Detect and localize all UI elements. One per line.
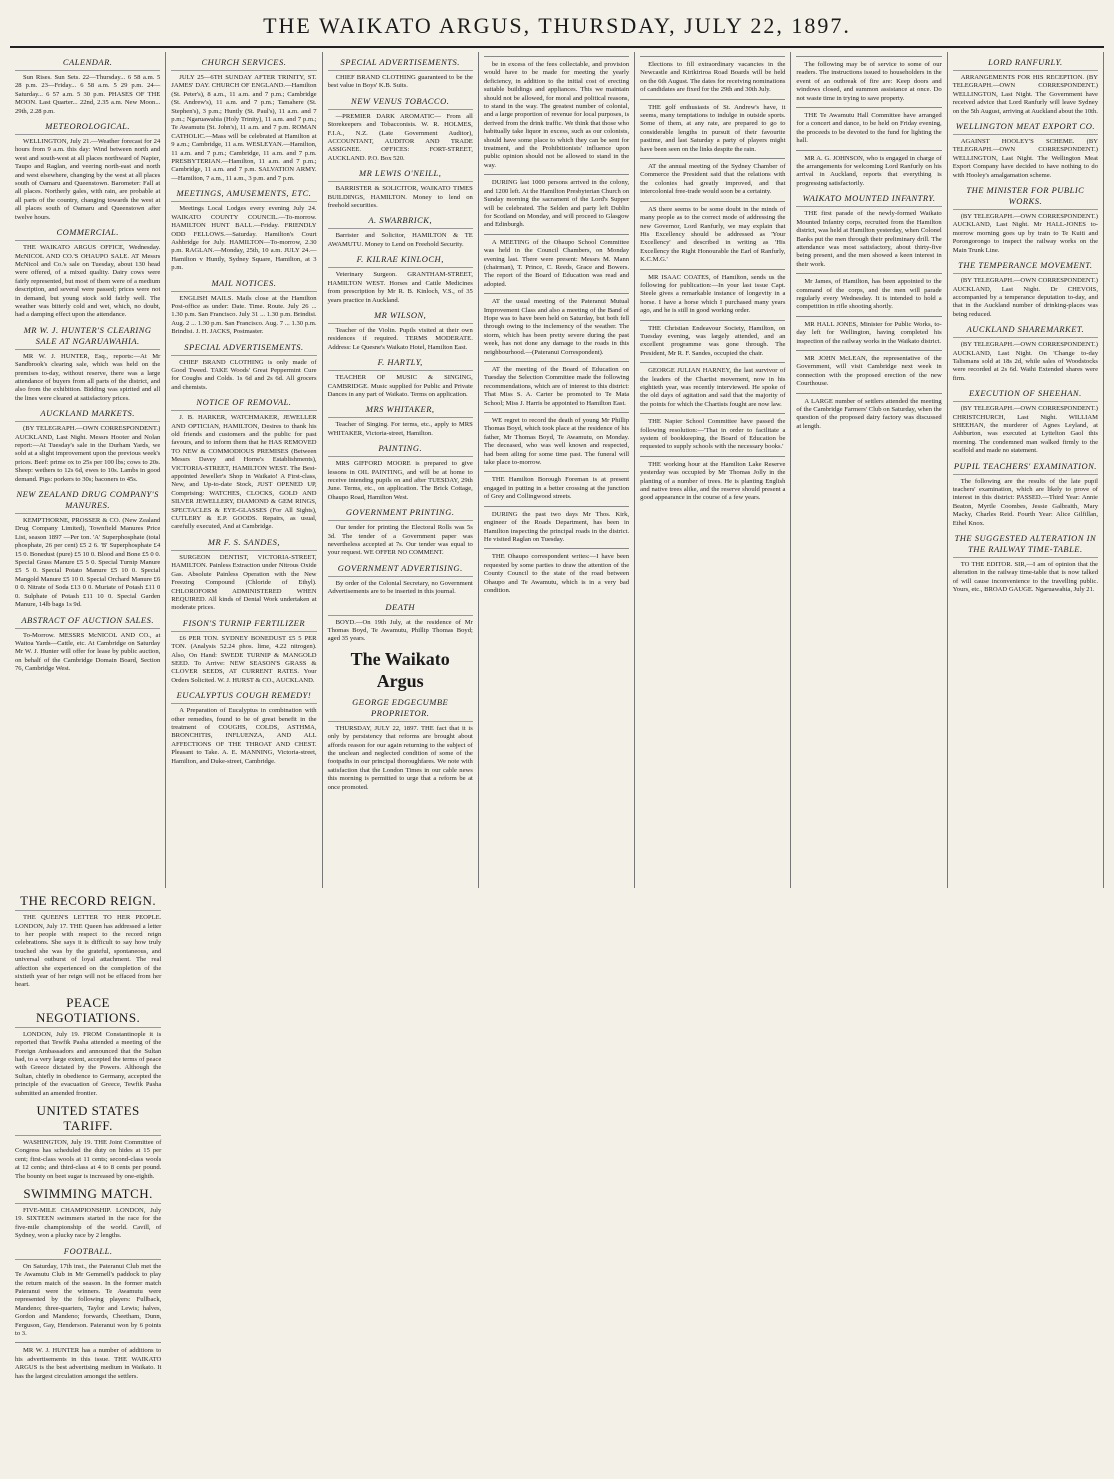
divider <box>484 56 629 57</box>
section-heading: MR LEWIS O'NEILL, <box>328 168 473 182</box>
article-text: A Preparation of Eucalyptus in combination with other remedies, found to be of great benefit in the treatment of COUGHS, COLDS, ASTHMA, BRONCHITIS, INFLUENZA, AND ALL AFFECTIONS OF THE THROAT AND CHEST. Pleasant to Take. A. E. MANNING, Victoria-street, Hamilton, and Duke-street, Cambridge. <box>171 707 317 765</box>
divider <box>796 350 941 351</box>
article-text: CHIEF BRAND CLOTHING is only made of Good Tweed. TAKE Woods' Great Peppermint Cure for Coughs and Colds. 1s 6d and 2s 6d. All grocers and chemists. <box>171 358 317 391</box>
section-heading: LORD RANFURLY. <box>953 57 1098 71</box>
article-text: The following are the results of the late pupil teachers' examination, which are likely to prove of interest in this district: PASSED.—Third Year: Annie Beaton, Myrtle Coombes, Jessie Galbraith, Mary Macky, Charles Reid. Fourth Year: Alice Gilfillan, Ethel Knox. <box>952 477 1098 527</box>
divider <box>484 506 629 507</box>
divider <box>796 150 941 151</box>
article-text: J. B. HARKER, WATCHMAKER, JEWELLER AND OPTICIAN, HAMILTON, Desires to thank his old friends and customers and the public for past favours, and to inform them that he HAS REMOVED TO NEW & COMMODIOUS PREMISES (Between Messrs Davey and Horne's Establishments), VICTORIA-STREET, HAMILTON WEST. The Best-appointed Jeweller's Shop in Waikato! A First-class, New, and Up-to-date Stock, JUST OPENED UP, Comprising: WATCHES, CLOCKS, GOLD AND SILVER JEWELLERY, DIAMOND & GEM RINGS, SPECTACLES & EYE-GLASSES (For All Sights), CUTLERY & E.P. GOODS. Repairs, as usual, carefully executed, And at Cambridge. <box>171 414 317 531</box>
section-heading: CHURCH SERVICES. <box>171 57 316 71</box>
divider <box>484 548 629 549</box>
article-text: AS there seems to be some doubt in the minds of many people as to the correct mode of addressing the new Governor, Lord Ranfurly, we may explain that His Excellency should be addressed as 'Your Excellency' and described in writing as 'His Excellency the Right Honourable the Earl of Ranfurly, K.C.M.G.' <box>640 205 786 264</box>
article-text: AGAINST HOOLEY'S SCHEME. (BY TELEGRAPH.—OWN CORRESPONDENT.) WELLINGTON, Last Night. The Wellington Meat Export Company have decided to have nothing to do with Hooley's amalgamation scheme. <box>952 138 1098 179</box>
article-text: (BY TELEGRAPH.—OWN CORRESPONDENT.) AUCKLAND, Last Night. Messrs Hooter and Nolan report:—At Tuesday's sale in the Durham Yards, we sold at a slight improvement upon the previous week's prices. Beef: prime ox to 25s per 100 lbs; cows to 20s. Sheep: wethers to 12s 6d, ewes to 10s. Lambs in good demand. Pigs: porkers to 30s; baconers to 45s. <box>15 425 161 483</box>
divider <box>484 471 629 472</box>
article-text: (BY TELEGRAPH.—OWN CORRESPONDENT.) CHRISTCHURCH, Last Night. WILLIAM SHEEHAN, the murderer of Agnes Leyland, at Ashburton, was executed at Lyttelton Gaol this morning. The condemned man walked firmly to the scaffold and made no statement. <box>952 405 1098 455</box>
section-heading: THE RECORD REIGN. <box>15 893 161 911</box>
article-text: Our tender for printing the Electoral Rolls was 5s 3d. The tender of a Government paper was nevertheless accepted at 7s. Our tender was equal to your request. WE OFFER NO COMMENT. <box>327 524 473 557</box>
article-text: £6 PER TON. SYDNEY BONEDUST £5 5 PER TON. (Analysis 52.24 phos. lime, 4.22 nitrogen). Also, On Hand: SWEDE TURNIP & MANGOLD SEED. To Arrive: NEW SEASON'S GRASS & CLOVER SEEDS, AT CURRENT RATES. Your Orders Solicited. W. J. HURST & CO., AUCKLAND. <box>171 634 317 684</box>
section-heading: CALENDAR. <box>15 57 160 71</box>
section-heading: F. HARTLY, <box>328 357 473 371</box>
article-text: MR ISAAC COATES, of Hamilton, sends us the following for publication:—In your last issue Capt. Steele gives a remarkable instance of longevity in a horse. I have a horse which I purchased many years ago, and he is still in good working order. <box>640 273 786 315</box>
section-heading: MEETINGS, AMUSEMENTS, ETC. <box>171 188 316 202</box>
section-heading: NEW VENUS TOBACCO. <box>328 96 473 110</box>
section-heading: METEOROLOGICAL. <box>15 121 160 135</box>
article-text: MR JOHN McLEAN, the representative of the Government, will visit Cambridge next week in connection with the proposed erection of the new Courthouse. <box>796 354 942 388</box>
article-text: MR W. J. HUNTER, Esq., reports:—At Mr Sandbrook's clearing sale, which was held on the premises to-day, without reserve, there was a large attendance of buyers from all parts of the district, and also from the exhibition. Bidding was spirited and all the lines were cleared at satisfactory prices. <box>15 352 161 402</box>
section-heading: PUPIL TEACHERS' EXAMINATION. <box>953 461 1098 475</box>
section-heading: PEACE NEGOTIATIONS. <box>15 995 161 1028</box>
section-heading: F. KILRAE KINLOCH, <box>328 254 473 268</box>
article-text: MR HALL JONES, Minister for Public Works, to-day left for Wellington, having completed his inspection of the railway works in the Waikato district. <box>796 320 942 345</box>
column-2 <box>166 52 322 888</box>
divider <box>640 413 785 414</box>
article-text: MRS GIFFORD MOORE is prepared to give lessons in OIL PAINTING, and will be at home to receive intending pupils on and after TUESDAY, 29th June. Terms, etc., on application. The Brick Cottage, Ohaupo Road, Hamilton West. <box>327 460 473 501</box>
article-text: On Saturday, 17th inst., the Pateranui Club met the Te Awamutu Club in Mr Gemmell's paddock to play the return match of the season. In the former match Pateranui were the winners. Te Awamutu were represented by the following players: Fullback, Mandeno; three-quarters, Taylor and Lewis; halves, Gordon and Mandeno; forwards, Cheetham, Dunn, Ferguson, Gay, Henderson. Pateranui won by 6 points to 3. <box>15 1262 162 1337</box>
article-text: The following may be of service to some of our readers. The instructions issued to householders in the event of an outbreak of fire are: Keep doors and windows closed, and summon assistance at once. Do not waste time in trying to save property. <box>796 61 942 102</box>
article-text: WASHINGTON, July 19. THE Joint Committee of Congress has scheduled the duty on hides at 15 per cent; first-class wools at 11 cents; second-class wools at 12 cents; and third-class at 4 to 8 cents per pound. The bounty on beet sugar is increased by one-eighth. <box>15 1139 162 1180</box>
article-text: THE first parade of the newly-formed Waikato Mounted Infantry corps, recruited from the Hamilton district, was held at Hamilton yesterday, when Colonel Banks put the men through their preliminary drill. The attendance was most satisfactory, about thirty-five being present, and the men showed a keen interest in their work. <box>796 210 942 268</box>
article-text: BOYD.—On 19th July, at the residence of Mr Thomas Boyd, Te Awamutu, Phillip Thomas Boyd; aged 35 years. <box>327 618 473 643</box>
article-text: THE Christian Endeavour Society, Hamilton, on Tuesday evening, was largely attended, and an excellent programme was gone through. The President, Mr R. F. Sandes, occupied the chair. <box>640 324 786 357</box>
section-heading: AUCKLAND MARKETS. <box>15 408 160 422</box>
article-text: Mr James, of Hamilton, has been appointed to the command of the corps, and the men will parade regularly every Wednesday. It is intended to hold a competition in rifle shooting shortly. <box>796 278 942 311</box>
divider <box>484 412 629 413</box>
section-heading: MR F. S. SANDES, <box>171 537 316 551</box>
article-text: Sun Rises. Sun Sets. 22—Thursday... 6 58 a.m. 5 28 p.m. 23—Friday... 6 58 a.m. 5 29 p.m. 24—Saturday... 6 57 a.m. 5 30 p.m. PHASES OF THE MOON. Last Quarter... 22nd, 2.35 a.m. New Moon... 29th, 2.28 p.m. <box>15 74 161 115</box>
article-text: SURGEON DENTIST, VICTORIA-STREET, HAMILTON. Painless Extraction under Nitrous Oxide Gas. Absolute Painless Operation with the New Freezing Compound (Chloride of Ethyl). CHLOROFORM ADMINISTERED WHEN REQUIRED. All kinds of Dental Work undertaken at moderate prices. <box>171 553 317 612</box>
article-text: BARRISTER & SOLICITOR, WAIKATO TIMES BUILDINGS, HAMILTON. Money to lend on freehold securities. <box>327 185 473 210</box>
section-heading: NOTICE OF REMOVAL. <box>171 397 316 411</box>
article-text: THE QUEEN'S LETTER TO HER PEOPLE. LONDON, July 17. THE Queen has addressed a letter to her people with respect to the record reign celebrations. She says it is difficult to say how truly touched she was by the grateful, spontaneous, and universal outburst of loyal attachment. The real affection she experienced on the completion of the sixtieth year of her reign will not be effaced from her heart. <box>15 914 162 989</box>
section-heading: MR WILSON, <box>328 310 473 324</box>
section-heading: GOVERNMENT PRINTING. <box>328 507 473 521</box>
article-text: THE golf enthusiasts of St. Andrew's have, it seems, many temptations to indulge in outside sports. Some of them, at any rate, are prepared to go to considerable lengths in pursuit of their favourite pastime, and last Saturday a party of players might have been seen on the links despite the rain. <box>640 103 786 153</box>
section-heading: A. SWARBRICK, <box>328 215 473 229</box>
section-heading: SWIMMING MATCH. <box>15 1186 161 1204</box>
section-heading: GEORGE EDGECUMBE PROPRIETOR. <box>328 697 473 722</box>
newspaper-nameplate: The Waikato Argus <box>350 648 450 691</box>
article-text: Elections to fill extraordinary vacancies in the Newcastle and Kirikiriroa Road Boards will be held on the 6th August. The dates for receiving nominations of candidates are fixed for the 29th and 30th July. <box>640 61 786 94</box>
section-heading: NEW ZEALAND DRUG COMPANY'S MANURES. <box>15 489 160 514</box>
column-7 <box>948 52 1104 888</box>
section-heading: EUCALYPTUS COUGH REMEDY! <box>171 690 316 704</box>
divider <box>484 174 629 175</box>
column-3 <box>323 52 479 888</box>
section-heading: MR W. J. HUNTER'S CLEARING SALE AT NGARUAWAHIA. <box>15 325 160 350</box>
section-heading: WAIKATO MOUNTED INFANTRY. <box>796 193 941 207</box>
divider <box>484 361 629 362</box>
section-heading: WELLINGTON MEAT EXPORT CO. <box>953 121 1098 135</box>
divider <box>484 234 629 235</box>
divider <box>640 456 785 457</box>
article-text: GEORGE JULIAN HARNEY, the last survivor of the leaders of the Chartist movement, now in his eightieth year, was recently interviewed. He spoke of the old days of agitation and said that the majority of the points for which the Chartists fought are now law. <box>640 367 786 408</box>
divider <box>640 362 785 363</box>
article-text: THE WAIKATO ARGUS OFFICE, Wednesday. McNICOL AND CO.'S OHAUPO SALE. AT Messrs McNicol and Co.'s sale on Tuesday, about 130 head were offered, of a mixed quality. Dairy cows were fairly represented, but most of them were of a medium description, and several were passed; prices were not in demand, but young stock sold fairly well. The weather was bitterly cold and wet, which, no doubt, had a damping effect upon the attendance. <box>15 244 161 319</box>
article-text: AT the annual meeting of the Sydney Chamber of Commerce the President said that the relations with the colonies had greatly improved, and that intercolonial free-trade would soon be a certainty. <box>640 163 786 196</box>
article-text: A LARGE number of settlers attended the meeting of the Cambridge Farmers' Club on Saturday, when the question of the proposed dairy factory was discussed at length. <box>796 397 942 430</box>
section-heading: MAIL NOTICES. <box>171 278 316 292</box>
article-text: MR A. G. JOHNSON, who is engaged in charge of the arrangements for welcoming Lord Ranfurly on his arrival in Auckland, reports that everything is progressing satisfactorily. <box>796 154 942 187</box>
article-text: DURING last 1000 persons arrived in the colony, and 1200 left. At the Hamilton Presbyterian Church on Sunday morning the sacrament of the Lord's Supper will be celebrated. The Selden and party left Dublin for Scotland on Monday, and will proceed to Glasgow and Edinburgh. <box>483 179 630 229</box>
article-text: (BY TELEGRAPH.—OWN CORRESPONDENT.) AUCKLAND, Last Night. Mr HALL-JONES to-morrow morning goes up by train to Te Kuiti and Porongorongo to inspect the railway works on the Main Trunk Line. <box>952 213 1098 254</box>
section-heading: THE TEMPERANCE MOVEMENT. <box>953 260 1098 274</box>
article-text: (BY TELEGRAPH.—OWN CORRESPONDENT.) AUCKLAND, Last Night. On 'Change to-day Talismans sold at 18s 2d, while sales of Woodstocks were recorded at 2s 6d. Waihi Extended shares were firm. <box>952 341 1098 382</box>
article-text: MR W. J. HUNTER has a number of additions to his advertisements in this issue. THE WAIKATO ARGUS is the best advertising medium in Waikato. It has the largest circulation amongst the settlers. <box>15 1347 162 1380</box>
article-text: To-Morrow. MESSRS McNICOL AND CO., at Waitoa Yards—Cattle, etc. At Cambridge on Saturday Mr W. J. Hunter will offer for lease by public auction, on behalf of the Cambridge Domain Board, Section 76, Cambridge West. <box>15 631 161 673</box>
article-text: A MEETING of the Ohaupo School Committee was held in the Council Chambers, on Monday evening last. There were present: Messrs M. Mann (chairman), T. Prince, C. Reeds, Grace and Bowers. The report of the Board of Education was read and adopted. <box>483 238 630 288</box>
section-heading: ABSTRACT OF AUCTION SALES. <box>15 615 160 629</box>
article-text: TEACHER OF MUSIC & SINGING, CAMBRIDGE. Music supplied for Public and Private Dances in any part of Waikato. Terms on application. <box>327 374 473 398</box>
article-text: LONDON, July 19. FROM Constantinople it is reported that Tewfik Pasha attended a meeting of the Foreign Ambassadors and announced that the Sultan had, to a very large extent, accepted the terms of peace with Greece dictated by the Powers. Although the Sultan, chiefly in obedience to Germany, accepted the principle of the evacuation of Greece, Tewfik Pasha submitted an amended frontier. <box>15 1030 162 1097</box>
divider <box>640 269 785 270</box>
article-text: THE Hamilton Borough Foreman is at present engaged in putting in a better crossing at the junction of Grey and Collingwood streets. <box>483 476 630 501</box>
article-text: By order of the Colonial Secretary, no Government Advertisements are to be inserted in this journal. <box>327 579 473 596</box>
divider <box>796 393 941 394</box>
article-text: AT the usual meeting of the Pateranui Mutual Improvement Class and also a meeting of the Band of Hope was to have been held on Saturday, but both fell through owing to the inclemency of the weather. The storm, which has been pretty severe during the past week, has not done any damage to the roads in this neighbourhood.—(Pateranui Correspondent). <box>483 298 630 356</box>
article-text: Teacher of Singing. For terms, etc., apply to MRS WHITAKER, Victoria-street, Hamilton. <box>327 421 473 437</box>
article-text: DURING the past two days Mr Thos. Kirk, engineer of the Roads Department, has been in Hamilton inspecting the principal roads in the district. He visited Raglan on Tuesday. <box>483 510 630 543</box>
article-text: ENGLISH MAILS. Mails close at the Hamilton Post-office as under: Date. Time. Route. July 26 ... 1.30 p.m. San Francisco. July 31 ... 1.30 p.m. Brindisi. Aug. 2 ... 1.30 p.m. San Francisco. Aug. 7 ... 1.30 p.m. Brindisi. J. H. JACKS, Postmaster. <box>171 294 317 336</box>
section-heading: DEATH <box>328 602 473 616</box>
section-heading: THE MINISTER FOR PUBLIC WORKS. <box>953 185 1098 210</box>
divider <box>796 107 941 108</box>
section-heading: FOOTBALL. <box>15 1246 161 1260</box>
article-text: AT the meeting of the Board of Education on Tuesday the Selection Committee made the following recommendations, which are of interest to this district: That Miss S. A. Carter be promoted to Te Mata School; Miss J. Harris be appointed to Hamilton East. <box>483 366 630 407</box>
article-text: —PREMIER DARK AROMATIC— From all Storekeepers and Tobacconists. W. R. HOLMES, F.I.A., N.Z. (Late Government Auditor), ACCOUNTANT, AUDITOR AND TRADE ASSIGNEE. OFFICES: FORT-STREET, AUCKLAND. P.O. Box 520. <box>327 112 473 162</box>
section-heading: SPECIAL ADVERTISEMENTS. <box>328 57 473 71</box>
divider <box>796 316 941 317</box>
article-text: JULY 25—6TH SUNDAY AFTER TRINITY, ST. JAMES' DAY. CHURCH OF ENGLAND.—Hamilton (St. Peter's), 8 a.m., 11 a.m. and 7 p.m.; Cambridge (St. Andrew's), 11 a.m. and 7 p.m.; Tamahere (St. Stephen's), 3 p.m.; Huntly (St. Paul's), 11 a.m. and 7 p.m.; Ngaruawahia (Holy Trinity), 11 a.m. and 7 p.m.; Te Awamutu (St. John's), 11 a.m. and 7 p.m. ROMAN CATHOLIC.—Mass will be celebrated at Hamilton at 9 a.m.; Cambridge, 11 a.m. WESLEYAN.—Hamilton, 11 a.m. and 7 p.m.; Cambridge, 11 a.m. and 7 p.m. PRESBYTERIAN.—Hamilton, 11 a.m. and 7 p.m.; Cambridge, 11 a.m. and 7 p.m. SALVATION ARMY.—Hamilton, 7 a.m., 11 a.m., 3 p.m. and 7 p.m. <box>171 74 317 182</box>
article-text: THE Napier School Committee have passed the following resolution:—'That in order to facilitate a system of bookkeeping, the Board of Education be requested to supply schools with the necessary books.' <box>640 418 786 451</box>
divider <box>640 201 785 202</box>
article-text: THE Ohaupo correspondent writes:—I have been requested by some parties to draw the attention of the County Council to the state of the road between Ohaupo and Te Awamutu, which is in a very bad condition. <box>483 553 630 594</box>
article-text: WELLINGTON, July 21.—Weather forecast for 24 hours from 9 a.m. this day: Wind between north and west and south-west at all places northward of Napier, Taupo and Raglan, and veering north-east and north and west elsewhere, changing by the west at all places south of Oamaru and Queenstown. Barometer: Fall at all places. Northerly gales, with rain, are probable at all parts of the country, changing towards the west at all places south of Oamaru and Queenstown after twelve hours. <box>15 138 161 221</box>
article-text: CHIEF BRAND CLOTHING guaranteed to be the best value in Boys' K.B. Suits. <box>327 74 473 90</box>
column-5 <box>635 52 791 888</box>
divider <box>15 1342 161 1343</box>
column-1 <box>10 52 166 888</box>
article-text: THE working hour at the Hamilton Lake Reserve yesterday was occupied by Mr Thomas Jolly in the planting of a number of trees. He is planting English and native trees alike, and the reserve should present a good appearance in the course of a few years. <box>640 460 786 502</box>
article-text: THURSDAY, JULY 22, 1897. THE fact that it is only by persistency that reforms are brought about affords reason for our again returning to the subject of the unclean and neglected condition of some of the footpaths in our principal thoroughfares. We note with satisfaction that the London Times in our cable news this morning is permitted to urge that a reform be at once promoted. <box>327 724 473 791</box>
divider <box>640 158 785 159</box>
divider <box>640 56 785 57</box>
divider <box>796 273 941 274</box>
section-heading: MRS WHITAKER, <box>328 404 473 418</box>
article-text: Veterinary Surgeon. GRANTHAM-STREET, HAMILTON WEST. Horses and Cattle Medicines from prescription by Mr R. B. Kinloch, V.S., of 35 years practice in Auckland. <box>327 271 473 304</box>
divider <box>796 56 941 57</box>
article-text: Teacher of the Violin. Pupils visited at their own residences if required. TERMS MODERATE. Address: Le Quesne's Waikato Hotel, Hamilton East. <box>327 326 473 351</box>
column-6 <box>791 52 947 888</box>
section-heading: EXECUTION OF SHEEHAN. <box>953 388 1098 402</box>
article-text: (BY TELEGRAPH.—OWN CORRESPONDENT.) AUCKLAND, Last Night. Dr CHEVOIS, accompanied by a temperance deputation to-day, and that in the Auckland number of drinking-places was being reduced. <box>952 277 1098 318</box>
section-heading: UNITED STATES TARIFF. <box>15 1103 161 1136</box>
article-text: Barrister and Solicitor, HAMILTON & TE AWAMUTU. Money to Lend on Freehold Security. <box>327 232 473 248</box>
divider <box>640 320 785 321</box>
section-heading: GOVERNMENT ADVERTISING. <box>328 563 473 577</box>
article-text: KEMPTHORNE, PROSSER & CO. (New Zealand Drug Company Limited), Townfield Manures Price List, season 1897 —Per ton. 'A' Superphosphate (total phosphate, 26 per cent) £5 2 6. 'B' Superphosphate £4 15 0. Bonedust (pure) £5 10 0. Blood and Bone £5 0 0. Special Grass Manure £5 5 0. Special Turnip Manure £5 5 0. Special Potato Manure £5 10 0. Special Mangold Manure £5 10 0. Special Orchard Manure £6 0 0. Nitrate of Soda £13 0 0. Muriate of Potash £11 0 0. Sulphate of Potash £11 10 0. Special Garden Manure, 14lb bags 1s 9d. <box>15 517 161 609</box>
column-8 <box>10 888 166 1477</box>
section-heading: FISON'S TURNIP FERTILIZER <box>171 618 316 632</box>
article-text: WE regret to record the death of young Mr Phillip Thomas Boyd, which took place at the residence of his father, Mr Thomas Boyd, Te Awamutu, on Monday. The deceased, who was well known and respected, had been ailing for some time past. The funeral will take place to-morrow. <box>483 417 630 467</box>
column-4 <box>479 52 635 888</box>
columns <box>10 52 1104 1477</box>
section-heading: SPECIAL ADVERTISEMENTS. <box>171 342 316 356</box>
article-text: TO THE EDITOR. SIR,—I am of opinion that the alteration in the railway time-table that is now talked of will cause inconvenience to the travelling public. Yours, etc., BROAD GAUGE. Ngaruawahia, July 21. <box>952 561 1098 594</box>
section-heading: AUCKLAND SHAREMARKET. <box>953 324 1098 338</box>
article-text: be in excess of the fees collectable, and provision would have to be made for meeting the yearly deficiency, in addition to the initial cost of erecting suitable buildings and appliances. This we maintain should not be allowed, for moral and political reasons, to stand in the way. The greatest number of colonial, and a large proportion of revenue for local purposes, is derived from the drink traffic. We think that those who habitually take liquor in excess, such as our colonists, should have some place to which they can be sent for treatment, and the Prohibitionists' influence upon public opinion should not be allowed to stand in the way. <box>483 61 630 169</box>
divider <box>640 99 785 100</box>
article-text: Meetings Local Lodges every evening July 24. WAIKATO COUNTY COUNCIL.—To-morrow. HAMILTON HUNT BALL.—Friday. FRIENDLY ODD FELLOWS.—Saturday. Hamilton's Court Ashbridge for July. HAMILTON—To-morrow, 2.30 p.m. RAGLAN.—Monday, 25th, 10 a.m. JULY 24.—Hamilton v Huntly, Sydney Square, Hamilton, at 3 p.m. <box>171 205 317 272</box>
article-text: ARRANGEMENTS FOR HIS RECEPTION. (BY TELEGRAPH.—OWN CORRESPONDENT.) WELLINGTON, Last Night. The Government have received advice that Lord Ranfurly will leave Sydney on the 5th August, arriving at Auckland about the 10th. <box>952 74 1098 115</box>
masthead-title: THE WAIKATO ARGUS, THURSDAY, JULY 22, 1897. <box>10 6 1104 48</box>
article-text: FIVE-MILE CHAMPIONSHIP. LONDON, July 19. SIXTEEN swimmers started in the race for the five-mile championship of the world. Cavill, of Sydney, won a plucky race by 2 lengths. <box>15 1207 162 1240</box>
section-heading: COMMERCIAL. <box>15 227 160 241</box>
divider <box>484 293 629 294</box>
section-heading: PAINTING. <box>328 443 473 457</box>
article-text: THE Te Awamutu Hall Committee have arranged for a concert and dance, to be held on Friday evening, the proceeds to be devoted to the fund for lighting the hall. <box>796 112 942 145</box>
section-heading: THE SUGGESTED ALTERATION IN THE RAILWAY TIME-TABLE. <box>953 533 1098 558</box>
